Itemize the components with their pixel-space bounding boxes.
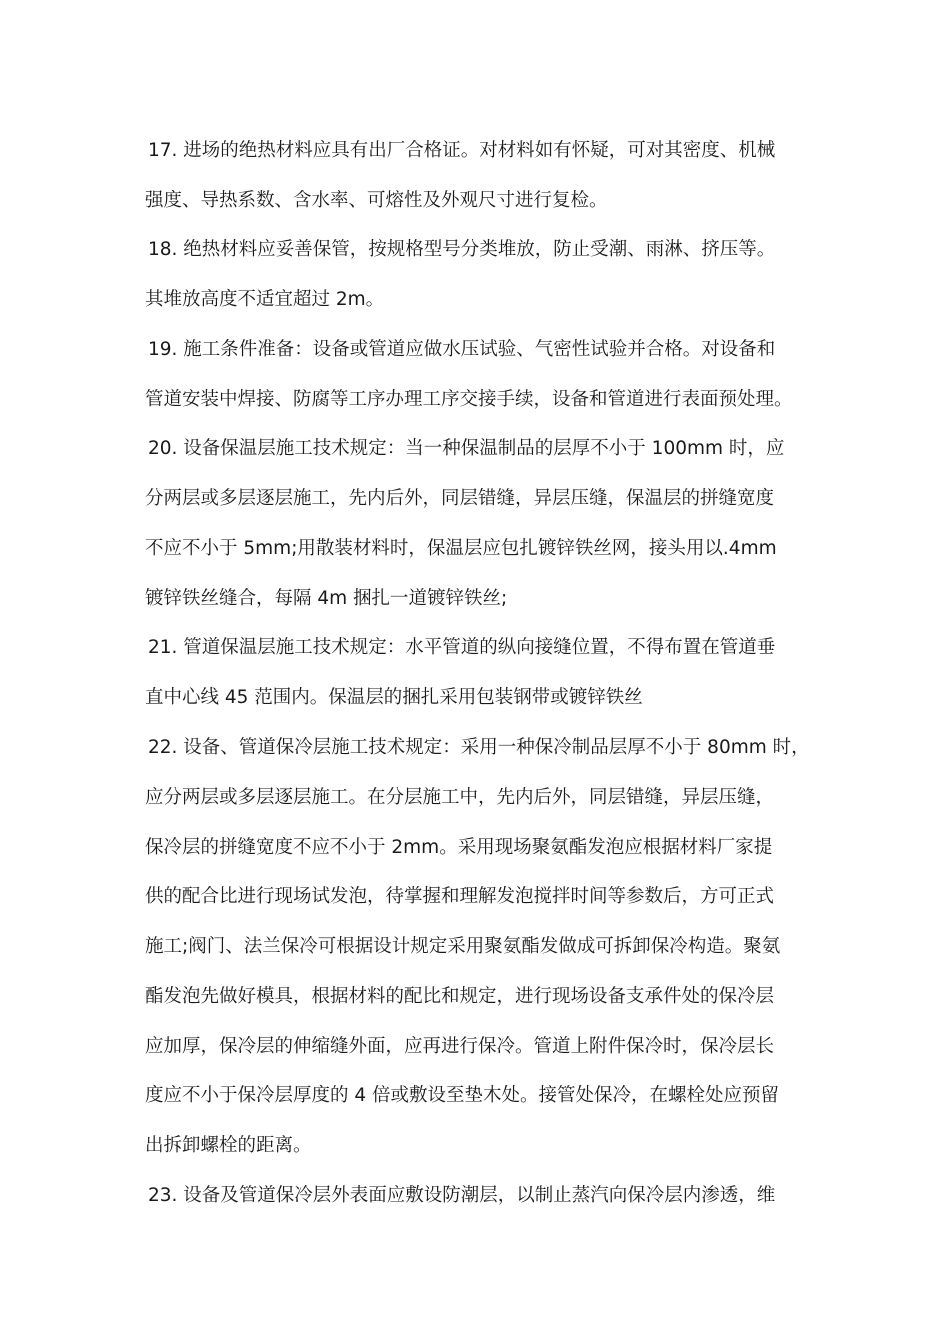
paragraph-21-line-2: 直中心线 45 范围内。保温层的捆扎采用包装钢带或镀锌铁丝 xyxy=(145,687,643,708)
paragraph-22-line-7: 应加厚，保冷层的伸缩缝外面，应再进行保冷。管道上附件保冷时，保冷层长 xyxy=(145,1036,775,1057)
paragraph-20-line-3: 不应不小于 5mm;用散装材料时，保温层应包扎镀锌铁丝网，接头用以.4mm xyxy=(145,538,777,559)
paragraph-17-line-2: 强度、导热系数、含水率、可熔性及外观尺寸进行复检。 xyxy=(145,190,608,211)
paragraph-22-line-1: 22. 设备、管道保冷层施工技术规定：采用一种保冷制品层厚不小于 80mm 时， xyxy=(148,737,810,758)
paragraph-20-line-4: 镀锌铁丝缝合，每隔 4m 捆扎一道镀锌铁丝; xyxy=(145,588,508,609)
paragraph-22-line-8: 度应不小于保冷层厚度的 4 倍或敷设至垫木处。接管处保冷，在螺栓处应预留 xyxy=(145,1085,780,1106)
paragraph-19-line-2: 管道安装中焊接、防腐等工序办理工序交接手续，设备和管道进行表面预处理。 xyxy=(145,389,793,410)
paragraph-21-line-1: 21. 管道保温层施工技术规定：水平管道的纵向接缝位置，不得布置在管道垂 xyxy=(148,637,776,658)
paragraph-22-line-3: 保冷层的拼缝宽度不应不小于 2mm。采用现场聚氨酯发泡应根据材料厂家提 xyxy=(145,837,773,858)
paragraph-18-line-1: 18. 绝热材料应妥善保管，按规格型号分类堆放，防止受潮、雨淋、挤压等。 xyxy=(148,239,776,260)
paragraph-17-line-1: 17. 进场的绝热材料应具有出厂合格证。对材料如有怀疑，可对其密度、机械 xyxy=(148,140,776,161)
paragraph-18-line-2: 其堆放高度不适宜超过 2m。 xyxy=(145,289,385,310)
paragraph-22-line-9: 出拆卸螺栓的距离。 xyxy=(145,1135,312,1156)
paragraph-20-line-1: 20. 设备保温层施工技术规定：当一种保温制品的层厚不小于 100mm 时，应 xyxy=(148,438,785,459)
paragraph-22-line-5: 施工;阀门、法兰保冷可根据设计规定采用聚氨酯发做成可拆卸保冷构造。聚氨 xyxy=(145,936,781,957)
paragraph-22-line-2: 应分两层或多层逐层施工。在分层施工中，先内后外，同层错缝，异层压缝， xyxy=(145,787,775,808)
paragraph-22-line-4: 供的配合比进行现场试发泡，待掌握和理解发泡搅拌时间等参数后，方可正式 xyxy=(145,886,775,907)
paragraph-22-line-6: 酯发泡先做好模具，根据材料的配比和规定，进行现场设备支承件处的保冷层 xyxy=(145,986,775,1007)
paragraph-20-line-2: 分两层或多层逐层施工，先内后外，同层错缝，异层压缝，保温层的拼缝宽度 xyxy=(145,488,775,509)
paragraph-19-line-1: 19. 施工条件准备：设备或管道应做水压试验、气密性试验并合格。对设备和 xyxy=(148,339,776,360)
paragraph-23-line-1: 23. 设备及管道保冷层外表面应敷设防潮层，以制止蒸汽向保冷层内渗透，维 xyxy=(148,1185,776,1206)
